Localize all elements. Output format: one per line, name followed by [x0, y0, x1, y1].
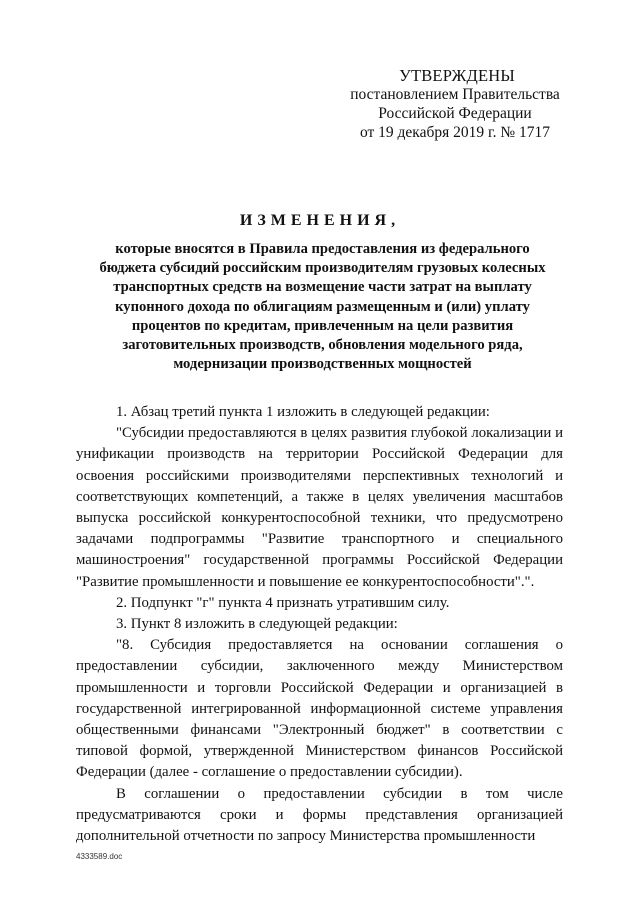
- approval-line: постановлением Правительства: [350, 86, 560, 103]
- document-body: [76, 402, 563, 847]
- paragraph: "Субсидии предоставляются в целях развития глубокой локализации и унификации производств на территории Российской Федерации для освоения российскими производителями перспективных технологий и соответствующих компетенций, а также в целях увеличения масштабов выпуска российской конкурентоспособной техники, что предусмотрено задачами подпрограммы "Развитие транспортного и специального машиностроения" государственной программы Российской Федерации "Развитие промышленности и повышение ее конкурентоспособности".".: [76, 425, 563, 590]
- paragraph: 3. Пункт 8 изложить в следующей редакции:: [116, 616, 398, 633]
- paragraph: 1. Абзац третий пункта 1 изложить в следующей редакции:: [116, 404, 490, 420]
- document-title: ИЗМЕНЕНИЯ,: [239, 212, 401, 229]
- approval-heading: УТВЕРЖДЕНЫ: [399, 66, 515, 85]
- paragraph: В соглашении о предоставлении субсидии в том числе предусматриваются сроки и формы представления организацией дополнительной отчетности по запросу Министерства промышленности: [76, 785, 563, 845]
- document-subtitle: которые вносятся в Правила предоставления из федерального бюджета субсидий российским производителям грузовых колесных транспортных средств на возмещение части затрат на выплату купонного дохода по облигациям размещенным и (или) уплату процентов по кредитам, привлеченным на цели развития заготовительных производств, обновления модельного ряда, модернизации производственных мощностей: [99, 241, 546, 373]
- paragraph: 2. Подпункт "г" пункта 4 признать утратившим силу.: [116, 594, 450, 611]
- approval-date-number: от 19 декабря 2019 г. № 1717: [359, 124, 551, 141]
- approval-block: [340, 66, 570, 142]
- approval-line: Российской Федерации: [378, 105, 532, 122]
- file-reference: 4333589.doc: [76, 852, 123, 861]
- paragraph: "8. Субсидия предоставляется на основании соглашения о предоставлении субсидии, заключенного между Министерством промышленности и торговли Российской Федерации и организацией в государственной интегрированной информационной системе управления общественными финансами "Электронный бюджет" в соответствии с типовой формой, утвержденной Министерством финансов Российской Федерации (далее - соглашение о предоставлении субсидии).: [76, 637, 563, 781]
